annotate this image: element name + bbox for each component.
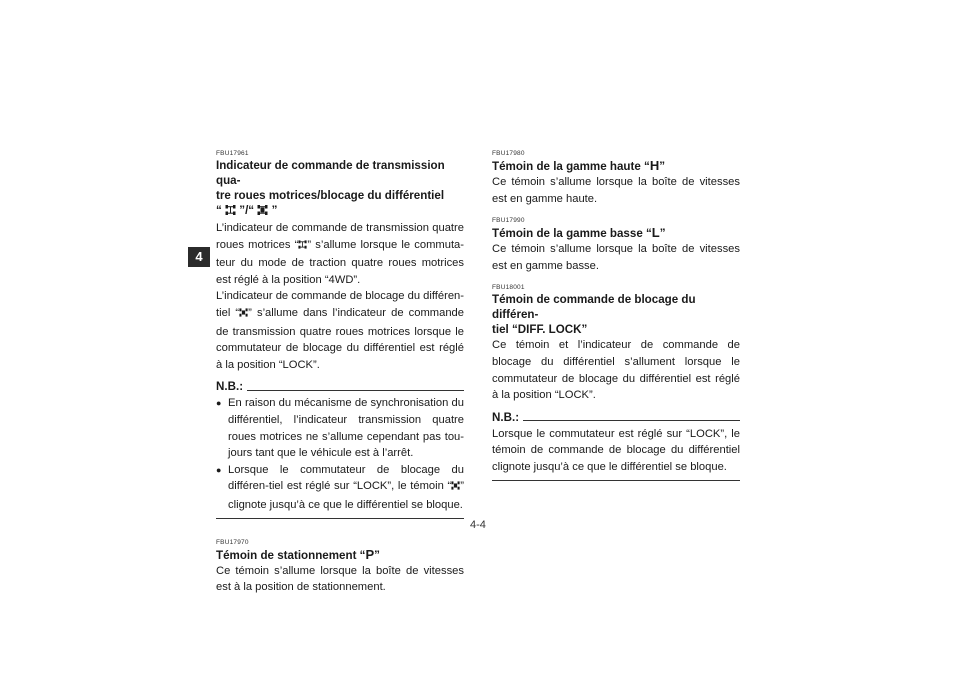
4wd-indicator-icon [298,239,307,256]
text-run: Témoin de stationnement “ [216,548,366,562]
note-title [492,410,740,426]
bullet-dot-icon: ● [216,464,222,475]
text-run: L’indicateur de commande de blocage du différen-tiel “ [216,290,464,319]
4wd-indicator-icon [225,204,236,220]
diff-lock-indicator-icon [451,480,460,497]
text-run: Témoin de la gamme basse “ [492,227,652,241]
right-column [492,150,740,481]
paragraph-low-range: Ce témoin s’allume lorsque la boîte de vitesses est en gamme basse. [492,243,740,272]
heading-line: tre roues motrices/blocage du différentiel [216,189,445,202]
text-run: ” clignote jusqu’à ce que le différentiel se bloque. [228,480,464,511]
section-heading-diff-lock [492,292,740,337]
note-bullet [216,395,464,461]
section-code: FBU18001 [492,284,525,292]
text-run: ” s’allume dans l’indicateur de commande de transmission quatre roues motrices lorsque le commutateur de blocage du différentiel est réglé à la position “LOCK”. [216,306,464,371]
paragraph-diff-lock-indicator: Ce témoin et l’indicateur de commande de blocage du différentiel s’allument lorsque le commutateur de blocage du différentiel est réglé à la position “LOCK”. [492,339,740,402]
text-run: L’indicateur de commande de transmission quatre roues motrices “ [216,222,464,251]
paragraph-4wd [216,220,464,288]
paragraph-high-range: Ce témoin s’allume lorsque la boîte de vitesses est en gamme haute. [492,176,740,205]
section-heading-parking [216,547,464,563]
note-rule-bottom [492,480,740,481]
note-label: N.B.: [492,410,520,424]
paragraph-diff-lock [216,288,464,373]
diff-lock-indicator-icon [239,307,248,324]
text-run: Témoin de la gamme haute “ [492,160,650,173]
paragraph-parking: Ce témoin s’allume lorsque la boîte de vitesses est à la position de stationnement. [216,564,464,594]
left-column [216,150,464,596]
note-bullet-text [228,462,464,514]
note-box-right [492,410,740,481]
note-rule [247,390,464,391]
section-code: FBU17961 [216,150,249,157]
note-rule-bottom [216,518,464,519]
quote-sep: ”/“ [239,204,255,217]
note-rule [523,420,740,421]
note-label: N.B.: [216,380,244,394]
text-run: ” s’allume lorsque le commuta-teur du mode de traction quatre roues motrices est réglé à la position “4WD”. [216,238,464,286]
quote-open: “ [216,204,222,217]
heading-line: Témoin de commande de blocage du différen- [492,293,696,322]
heading-line: tiel “DIFF. LOCK” [492,323,588,337]
note-bullet-text: En raison du mécanisme de synchronisation du différentiel, l’indicateur transmission quatre roues motrices ne s’allume cependant pas tou-jours tant que le véhicule est à l’arrêt. [228,397,464,460]
note-text: Lorsque le commutateur est réglé sur “LOCK”, le témoin de commande de blocage du différentiel clignote jusqu’à ce que le différentiel se bloque. [492,427,740,473]
bullet-dot-icon: ● [216,398,222,409]
note-bullet [216,462,464,514]
text-run: ” [374,548,380,562]
section-code: FBU17970 [216,538,249,546]
note-box-left [216,379,464,518]
chapter-tab: 4 [188,247,210,267]
section-heading-high-range [492,158,740,174]
text-run: Lorsque le commutateur de blocage du différen-tiel est réglé sur “LOCK”, le témoin “ [228,463,464,493]
high-range-icon: H [649,158,660,173]
heading-line: Indicateur de commande de transmission qua- [216,159,445,187]
diff-lock-indicator-icon [257,204,268,220]
text-run: ” [659,227,666,241]
low-range-icon: L [651,225,660,241]
page-number: 4-4 [470,519,486,531]
section-heading-4wd-diff [216,158,464,220]
note-title [216,379,464,395]
text-run: ” [659,160,666,173]
heading-line-icons [216,203,464,220]
section-heading-low-range [492,225,740,241]
parking-icon: P [365,546,375,562]
section-code: FBU17990 [492,217,525,225]
section-code: FBU17980 [492,150,525,157]
quote-close: ” [271,204,278,217]
